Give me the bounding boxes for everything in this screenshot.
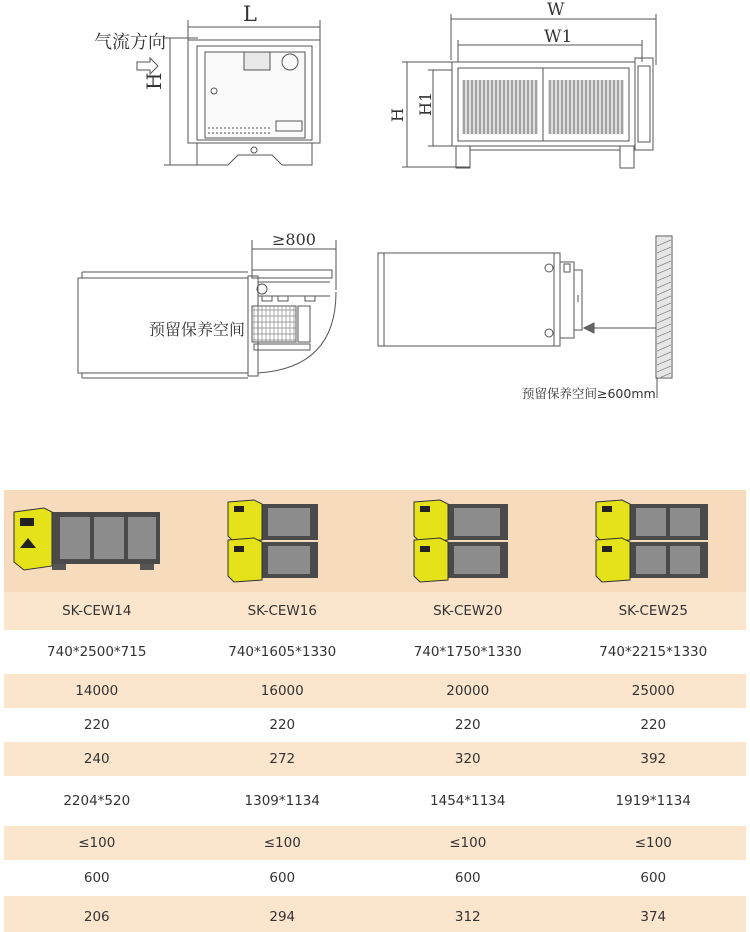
width-label-W: W [547, 0, 565, 20]
top-view-clearance-drawing [78, 240, 336, 378]
table-cell: 374 [640, 909, 667, 925]
dimension-row [4, 630, 746, 674]
table-cell: 25000 [631, 683, 675, 699]
power-row [4, 742, 746, 776]
table-cell: 220 [454, 717, 481, 733]
product-image-sk-cew25 [562, 490, 748, 592]
weight-row [4, 896, 746, 932]
table-cell: 220 [83, 717, 110, 733]
table-cell: 320 [454, 751, 481, 767]
height1-label-H1: H1 [416, 91, 435, 116]
table-cell: 240 [83, 751, 110, 767]
voltage-row [4, 708, 746, 742]
product-image-sk-cew16 [190, 490, 376, 592]
table-cell: 740*2215*1330 [599, 644, 708, 660]
value-600-row [4, 860, 746, 896]
table-cell: 1919*1134 [615, 793, 691, 809]
table-cell: 1309*1134 [244, 793, 320, 809]
product-image-sk-cew20 [376, 490, 562, 592]
table-cell: 600 [640, 870, 667, 886]
table-cell: 740*1750*1330 [413, 644, 522, 660]
table-cell: 392 [640, 751, 667, 767]
table-cell: 294 [269, 909, 296, 925]
model-cell: SK-CEW16 [247, 603, 317, 619]
length-label-L: L [243, 2, 257, 26]
model-cell: SK-CEW25 [618, 603, 688, 619]
table-cell: 740*1605*1330 [228, 644, 337, 660]
model-cell: SK-CEW20 [433, 603, 503, 619]
table-cell: 600 [83, 870, 110, 886]
maintenance-space-label: 预留保养空间 [149, 320, 246, 339]
table-cell: 220 [640, 717, 667, 733]
clearance-800-label: ≥800 [272, 230, 316, 249]
table-cell: ≤100 [263, 835, 301, 851]
product-image-sk-cew14 [4, 490, 190, 592]
table-cell: 1454*1134 [430, 793, 506, 809]
spec-table [4, 490, 746, 932]
width1-label-W1: W1 [544, 27, 573, 47]
purifier-single-image [4, 490, 190, 592]
height-label-H-left: H [142, 72, 166, 90]
table-cell: 20000 [446, 683, 490, 699]
table-cell: 600 [269, 870, 296, 886]
table-cell: 740*2500*715 [47, 644, 147, 660]
table-cell: 312 [454, 909, 481, 925]
flange-row [4, 776, 746, 826]
height-label-H-right: H [388, 108, 407, 122]
model-cell: SK-CEW14 [62, 603, 132, 619]
purifier-double-image-16 [190, 490, 376, 592]
airflow-direction-label: 气流方向 [94, 32, 166, 53]
table-cell: ≤100 [449, 835, 487, 851]
product-image-row [4, 490, 746, 592]
purifier-double-image-20 [376, 490, 562, 592]
purifier-double-image-25 [562, 490, 748, 592]
table-cell: ≤100 [634, 835, 672, 851]
table-cell: 14000 [75, 683, 119, 699]
table-cell: 16000 [260, 683, 304, 699]
table-cell: 600 [454, 870, 481, 886]
table-cell: ≤100 [78, 835, 116, 851]
table-cell: 206 [83, 909, 110, 925]
resistance-row [4, 826, 746, 860]
model-row [4, 592, 746, 630]
table-cell: 220 [269, 717, 296, 733]
maintenance-space-600-note: 预留保养空间≥600mm [522, 386, 656, 401]
airflow-row [4, 674, 746, 708]
table-cell: 2204*520 [63, 793, 131, 809]
table-cell: 272 [269, 751, 296, 767]
side-clearance-drawing [378, 236, 672, 398]
